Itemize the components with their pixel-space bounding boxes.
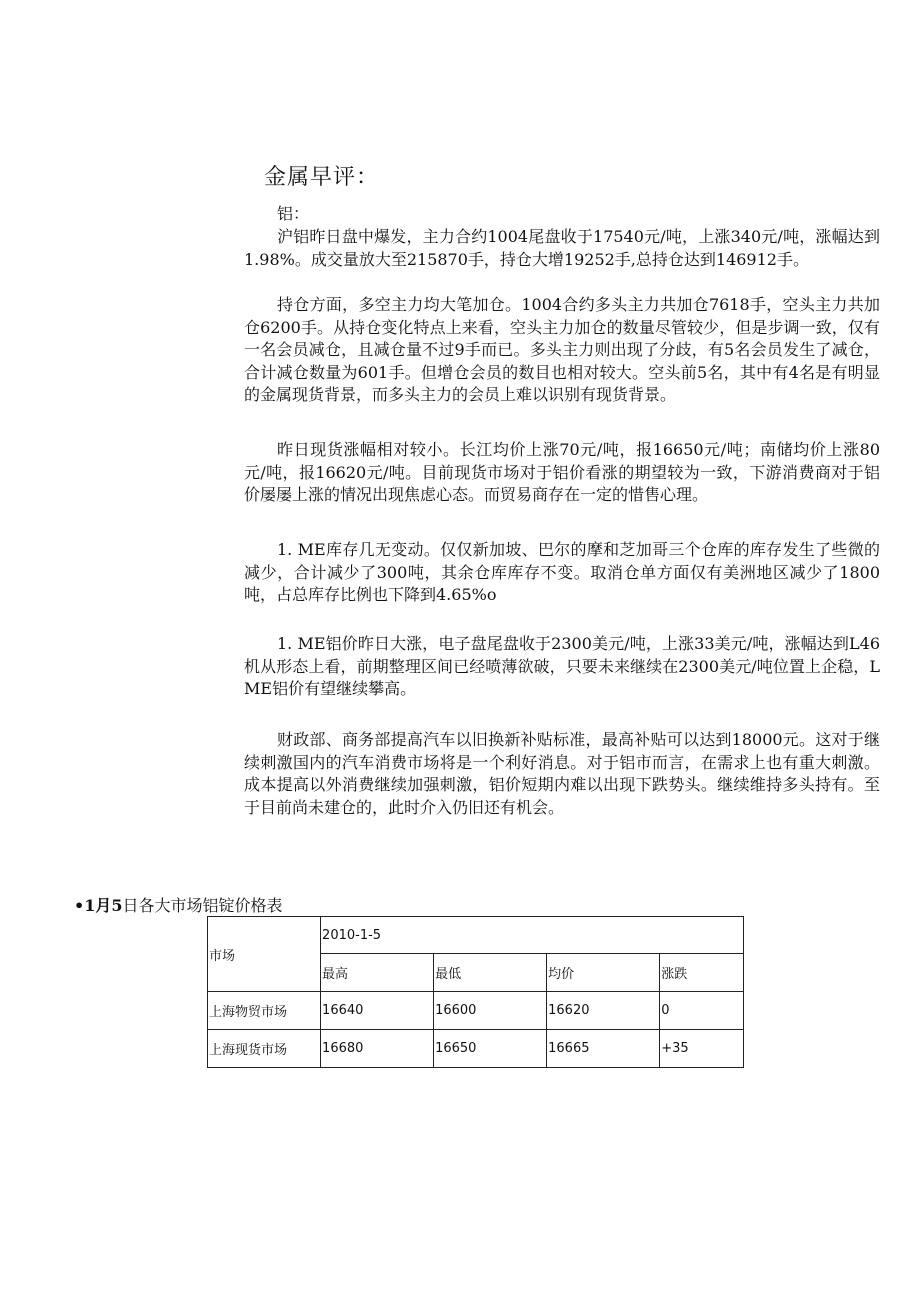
paragraph-price-summary: 沪铝昨日盘中爆发，主力合约1004尾盘收于17540元/吨，上涨340元/吨，涨幅达到1.98%。成交量放大至215870手，持仓大增19252手,总持仓达到146912手。 [244,227,880,269]
header-change: 涨跌 [660,954,744,992]
table-header-row-date [208,917,744,954]
cell-market: 上海现货市场 [208,1030,321,1068]
table-row [208,992,744,1030]
cell-avg: 16620 [547,992,660,1030]
header-market: 市场 [208,917,321,992]
table-caption [74,893,283,916]
cell-high: 16680 [321,1030,434,1068]
header-date: 2010-1-5 [321,917,744,954]
paragraph-lme-inventory: 1. ME库存几无变动。仅仅新加坡、巴尔的摩和芝加哥三个仓库的库存发生了些微的减少，合计减少了300吨，其余仓库库存不变。取消仓单方面仅有美洲地区减少了1800吨，占总库存比例也下降到4.65%o [244,540,880,604]
cell-market: 上海物贸市场 [208,992,321,1030]
header-high: 最高 [321,954,434,992]
paragraph-positions: 持仓方面，多空主力均大笔加仓。1004合约多头主力共加仓7618手，空头主力共加仓6200手。从持仓变化特点上来看，空头主力加仓的数量尽管较少，但是步调一致，仅有一名会员减仓，且减仓量不过9手而已。多头主力则出现了分歧，有5名会员发生了减仓，合计减仓数量为601手。但增仓会员的数目也相对较大。空头前5名，其中有4名是有明显的金属现货背景，而多头主力的会员上难以识别有现货背景。 [244,295,880,404]
table-caption-title: 日各大市场铝锭价格表 [122,896,283,915]
cell-change: 0 [660,992,744,1030]
cell-low: 16600 [434,992,547,1030]
price-table [207,916,744,1068]
cell-low: 16650 [434,1030,547,1068]
table-caption-date: •1月5 [74,896,123,915]
table-row [208,1030,744,1068]
paragraph-lme-price: 1. ME铝价昨日大涨，电子盘尾盘收于2300美元/吨，上涨33美元/吨，涨幅达到L46机从形态上看，前期整理区间已经喷薄欲破，只要未来继续在2300美元/吨位置上企稳，LME铝价有望继续攀高。 [244,634,880,698]
cell-avg: 16665 [547,1030,660,1068]
cell-change: +35 [660,1030,744,1068]
header-low: 最低 [434,954,547,992]
paragraph-policy: 财政部、商务部提高汽车以旧换新补贴标准，最高补贴可以达到18000元。这对于继续刺激国内的汽车消费市场将是一个利好消息。对于铝市而言，在需求上也有重大刺激。成本提高以外消费继续加强刺激，铝价短期内难以出现下跌势头。继续维持多头持有。至于目前尚未建仓的，此时介入仍旧还有机会。 [244,730,880,817]
header-avg: 均价 [547,954,660,992]
section-label: 铝： [277,204,310,223]
paragraph-spot-market: 昨日现货涨幅相对较小。长江均价上涨70元/吨，报16650元/吨；南储均价上涨80元/吨，报16620元/吨。目前现货市场对于铝价看涨的期望较为一致，下游消费商对于铝价屡屡上涨的情况出现焦虑心态。而贸易商存在一定的惜售心理。 [244,440,880,504]
cell-high: 16640 [321,992,434,1030]
page-title: 金属早评： [264,165,380,190]
